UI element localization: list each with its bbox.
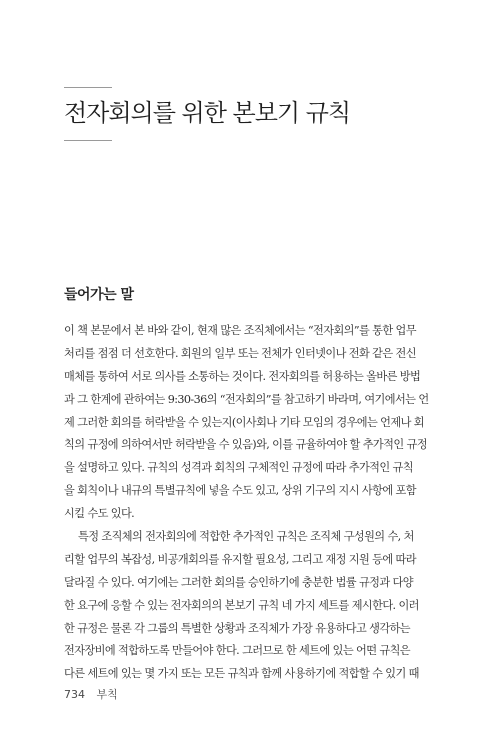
body-line: 달라질 수 있다. 여기에는 그러한 회의를 승인하기에 충분한 법률 규정과 다양 [64,575,413,589]
body-line: 한 규정은 물론 각 그룹의 특별한 상황과 조직체가 가장 유용하다고 생각하는 [64,621,410,635]
body-line: 과 그 한계에 관하여는 9:30-36의 “전자회의”를 참고하기 바라며, 여기에서는 언 [64,392,429,406]
body-line: 특정 조직체의 전자회의에 적합한 추가적인 규칙은 조직체 구성원의 수, 처 [78,530,414,544]
body-line: 제 그러한 회의를 허락받을 수 있는지(이사회나 기타 모임의 경우에는 언제나 회 [64,415,424,429]
body-line: 매체를 통하여 서로 의사를 소통하는 것이다. 전자회의를 허용하는 올바른 방법 [64,369,421,383]
title-top-rule [64,87,112,88]
title-bottom-rule [64,140,112,141]
body-line: 이 책 본문에서 본 바와 같이, 현재 많은 조직체에서는 “전자회의”를 통한 업무 [64,324,416,337]
section-heading: 들어가는 말 [64,287,134,303]
body-line: 전자장비에 적합하도록 만들어야 한다. 그러므로 한 세트에 있는 어떤 규칙은 [64,644,410,658]
body-line: 한 요구에 응할 수 있는 전자회의의 본보기 규칙 네 가지 세트를 제시한다. 이러 [64,598,419,612]
page-footer [64,686,118,702]
footer-section-label: 부칙 [96,688,118,701]
body-line: 을 회칙이나 내규의 특별규칙에 넣을 수도 있고, 상위 기구의 지시 사항에 포함 [64,484,416,498]
body-line: 리할 업무의 복잡성, 비공개회의를 유지할 필요성, 그리고 재정 지원 등에 따라 [64,552,416,566]
page-number: 734 [64,688,85,701]
body-line: 다른 세트에 있는 몇 가지 또는 모든 규칙과 함께 사용하기에 적합할 수 있기 때 [64,667,419,681]
chapter-title: 전자회의를 위한 본보기 규칙 [64,99,351,127]
body-line: 을 설명하고 있다. 규칙의 성격과 회칙의 구체적인 규정에 따라 추가적인 규칙 [64,461,413,475]
body-line: 시킬 수도 있다. [64,507,135,521]
body-line: 처리를 점점 더 선호한다. 회원의 일부 또는 전체가 인터넷이나 전화 같은 전신 [64,346,416,360]
body-text [64,320,444,686]
body-line: 칙의 규정에 의하여서만 허락받을 수 있음)와, 이를 규율하여야 할 추가적인 규정 [64,438,427,452]
